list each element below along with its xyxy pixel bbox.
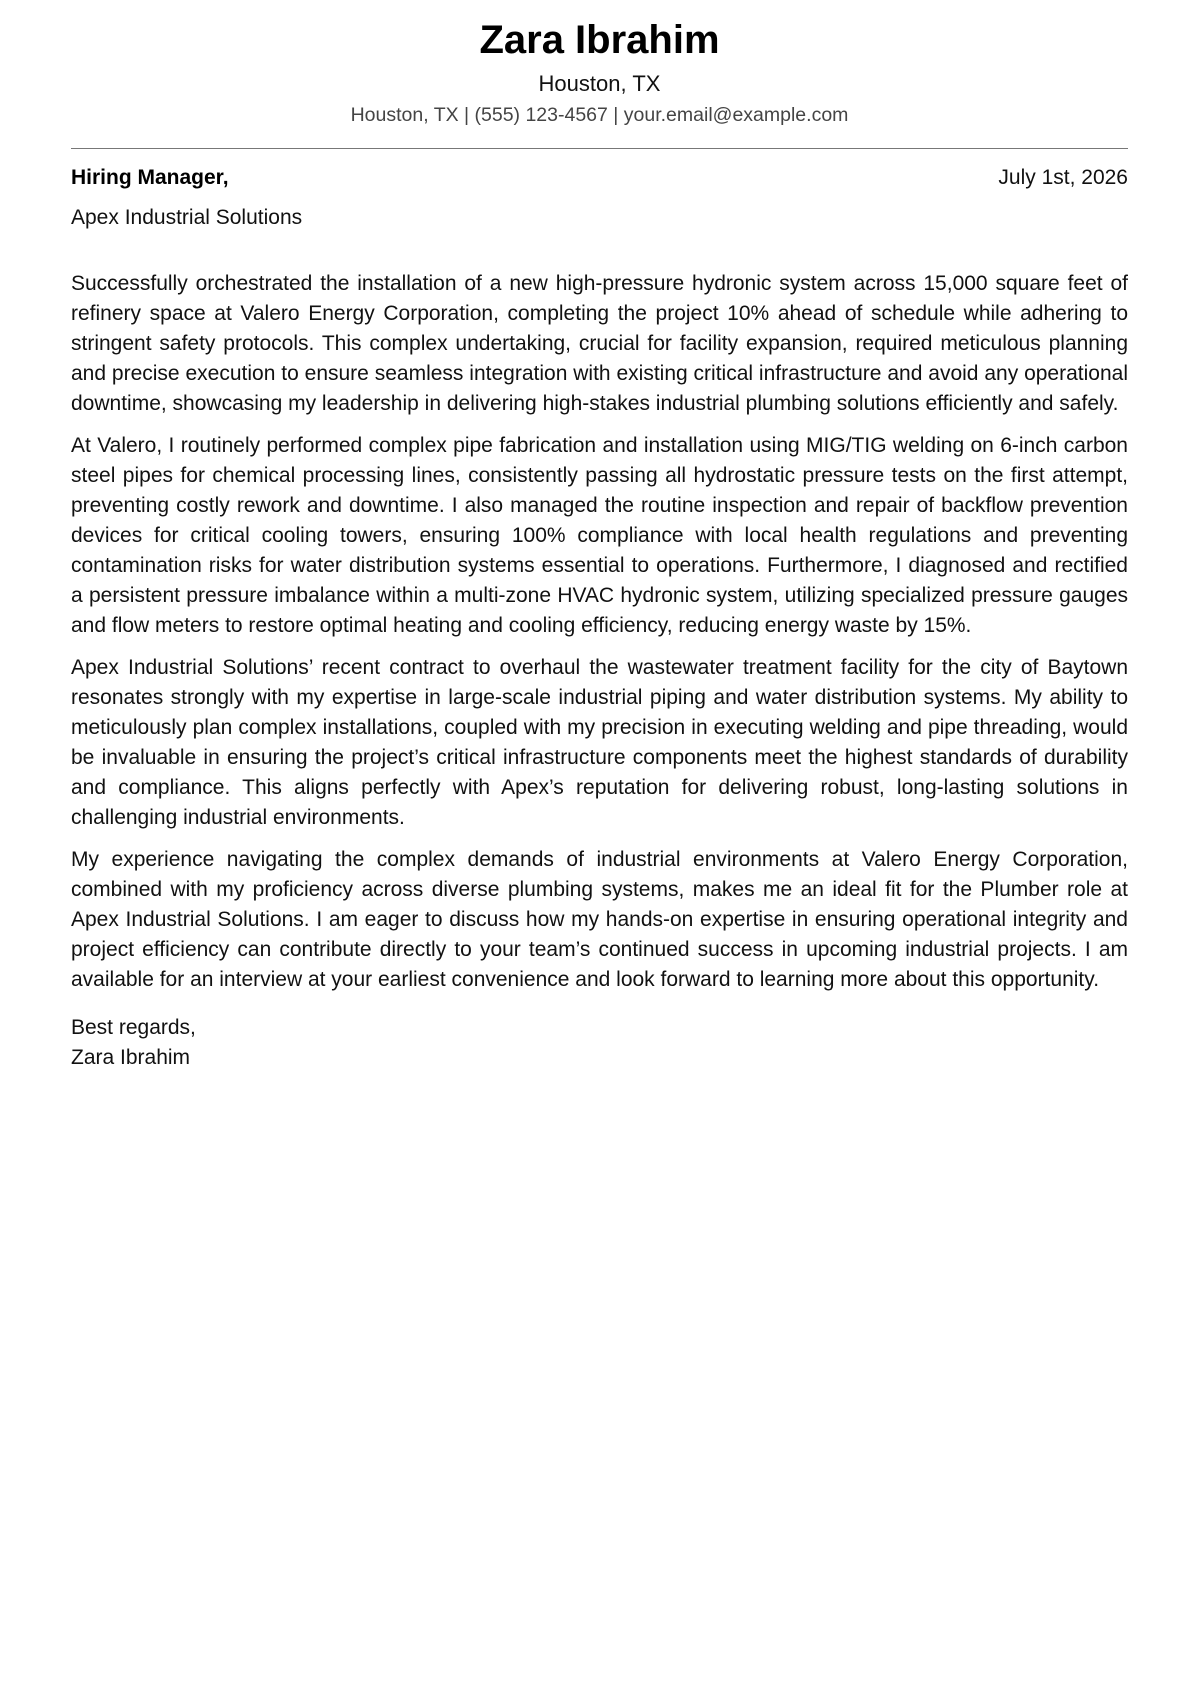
letter-closing xyxy=(71,1013,1128,1073)
cover-letter-page xyxy=(71,0,1128,1073)
salutation: Hiring Manager, xyxy=(71,166,229,189)
header-divider xyxy=(71,148,1128,149)
sender-location: Houston, TX xyxy=(538,71,661,96)
valediction: Best regards, xyxy=(71,1016,196,1039)
recipient-company: Apex Industrial Solutions xyxy=(71,206,303,229)
signature-name: Zara Ibrahim xyxy=(71,1046,191,1069)
body-paragraph: Successfully orchestrated the installation of a new high-pressure hydronic system across 15,000 square feet of refinery space at Valero Energy Corporation, completing the project 10% ahead of schedule while adhering to stringent safety protocols. This complex undertaking, crucial for facility expansion, required meticulous planning and precise execution to ensure seamless integration with existing critical infrastructure and avoid any operational downtime, showcasing my leadership in delivering high-stakes industrial plumbing solutions efficiently and safely. xyxy=(71,272,1128,415)
letter-date: July 1st, 2026 xyxy=(998,166,1128,189)
body-paragraph: Apex Industrial Solutions’ recent contract to overhaul the wastewater treatment facility for the city of Baytown resonates strongly with my expertise in large-scale industrial piping and water distribution systems. My ability to meticulously plan complex installations, coupled with my precision in executing welding and pipe threading, would be invaluable in ensuring the project’s critical infrastructure components meet the highest standards of durability and compliance. This aligns perfectly with Apex’s reputation for delivering robust, long-lasting solutions in challenging industrial environments. xyxy=(71,656,1128,829)
sender-contact-line: Houston, TX | (555) 123-4567 | your.email@example.com xyxy=(350,104,849,126)
recipient-row xyxy=(71,164,1128,192)
body-paragraph: At Valero, I routinely performed complex pipe fabrication and installation using MIG/TIG welding on 6-inch carbon steel pipes for chemical processing lines, consistently passing all hydrostatic pressure tests on the first attempt, preventing costly rework and downtime. I also managed the routine inspection and repair of backflow prevention devices for critical cooling towers, ensuring 100% compliance with local health regulations and preventing contamination risks for water distribution systems essential to operations. Furthermore, I diagnosed and rectified a persistent pressure imbalance within a multi-zone HVAC hydronic system, utilizing specialized pressure gauges and flow meters to restore optimal heating and cooling efficiency, reducing energy waste by 15%. xyxy=(71,434,1128,637)
body-paragraph: My experience navigating the complex demands of industrial environments at Valero Energy Corporation, combined with my proficiency across diverse plumbing systems, makes me an ideal fit for the Plumber role at Apex Industrial Solutions. I am eager to discuss how my hands-on expertise in ensuring operational integrity and project efficiency can contribute directly to your team’s continued success in upcoming industrial projects. I am available for an interview at your earliest convenience and look forward to learning more about this opportunity. xyxy=(71,848,1128,991)
sender-name: Zara Ibrahim xyxy=(479,18,720,62)
letter-body xyxy=(71,269,1128,995)
letter-header xyxy=(71,0,1128,128)
